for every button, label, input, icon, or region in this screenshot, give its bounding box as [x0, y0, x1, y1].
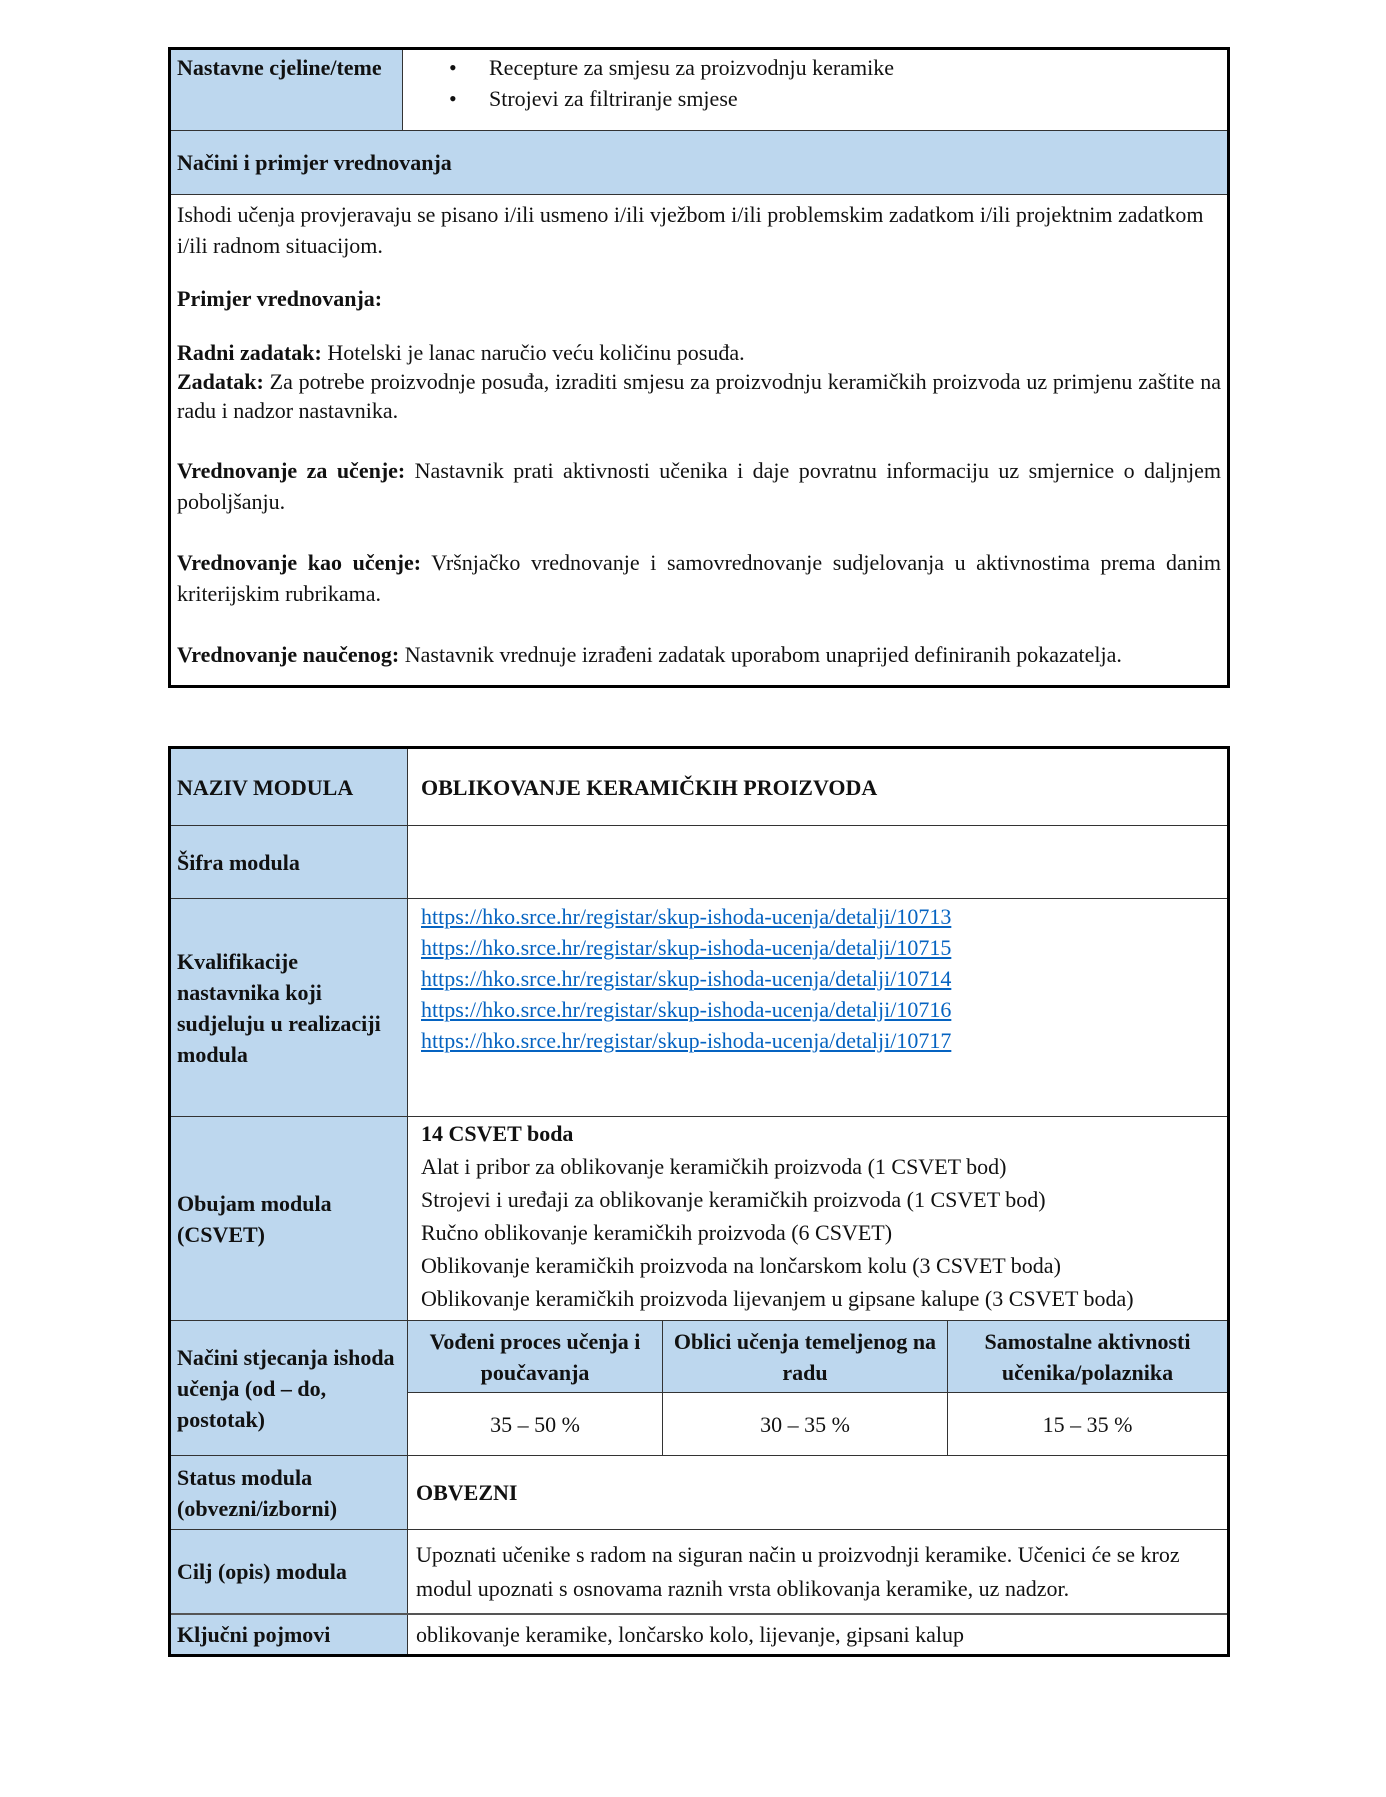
- topic-item: • Strojevi za filtriranje smjese: [489, 83, 894, 114]
- methods-grid: [408, 1321, 1227, 1455]
- goal-label: Cilj (opis) modula: [171, 1530, 408, 1613]
- keywords-value: oblikovanje keramike, lončarsko kolo, lijevanje, gipsani kalup: [416, 1622, 965, 1647]
- status-value: OBVEZNI: [416, 1480, 518, 1505]
- methods-value: 30 – 35 %: [663, 1393, 948, 1455]
- qualifications-row: [171, 898, 1227, 1116]
- of-learning-text: Nastavnik vrednuje izrađeni zadatak uporabom unaprijed definiranih pokazatelja.: [399, 642, 1122, 667]
- volume-item: Oblikovanje keramičkih proizvoda na lončarskom kolu (3 CSVET boda): [421, 1253, 1061, 1278]
- for-learning-label: Vrednovanje za učenje:: [177, 458, 406, 483]
- assignment-label: Zadatak:: [177, 369, 264, 394]
- evaluation-table: [168, 47, 1230, 688]
- module-name-row: [171, 749, 1227, 825]
- volume-total: 14 CSVET boda: [421, 1121, 574, 1146]
- methods-header: Oblici učenja temeljenog na radu: [663, 1321, 948, 1392]
- example-title: Primjer vrednovanja:: [177, 286, 383, 311]
- evaluation-body-row: [171, 194, 1227, 685]
- evaluation-header: Načini i primjer vrednovanja: [177, 150, 452, 175]
- keywords-row: [171, 1613, 1227, 1654]
- goal-row: [171, 1529, 1227, 1613]
- of-learning-label: Vrednovanje naučenog:: [177, 642, 400, 667]
- keywords-label: Ključni pojmovi: [171, 1615, 408, 1654]
- volume-item: Oblikovanje keramičkih proizvoda lijevanjem u gipsane kalupe (3 CSVET boda): [421, 1286, 1134, 1311]
- evaluation-body: [171, 195, 1227, 685]
- task-paragraph: [177, 338, 1221, 425]
- module-code-value[interactable]: [408, 826, 1227, 898]
- qualifications-label: Kvalifikacije nastavnika koji sudjeluju u realizaciji modula: [171, 899, 408, 1116]
- qualification-link[interactable]: https://hko.srce.hr/registar/skup-ishoda-ucenja/detalji/10715: [421, 935, 952, 960]
- as-learning-paragraph: [177, 547, 1221, 609]
- for-learning-text: Nastavnik prati aktivnosti učenika i daje povratnu informaciju uz smjernice o daljnjem poboljšanju.: [177, 458, 1221, 514]
- methods-value: 15 – 35 %: [1042, 1411, 1133, 1437]
- topic-item: • Recepture za smjesu za proizvodnju keramike: [489, 52, 894, 83]
- as-learning-text: Vršnjačko vrednovanje i samovrednovanje sudjelovanja u aktivnostima prema danim kriterijskim rubrikama.: [177, 550, 1221, 606]
- volume-item: Strojevi i uređaji za oblikovanje keramičkih proizvoda (1 CSVET bod): [421, 1187, 1046, 1212]
- evaluation-header-row: [171, 130, 1227, 194]
- module-name-label: NAZIV MODULA: [171, 749, 408, 825]
- methods-row: [171, 1320, 1227, 1455]
- qualification-link[interactable]: https://hko.srce.hr/registar/skup-ishoda-ucenja/detalji/10713: [421, 904, 952, 929]
- as-learning-label: Vrednovanje kao učenje:: [177, 550, 422, 575]
- qualification-link[interactable]: https://hko.srce.hr/registar/skup-ishoda-ucenja/detalji/10716: [421, 997, 952, 1022]
- volume-cell: [408, 1117, 1227, 1320]
- qualifications-links: [408, 899, 1227, 1116]
- volume-item: Alat i pribor za oblikovanje keramičkih proizvoda (1 CSVET bod): [421, 1154, 1007, 1179]
- status-row: [171, 1455, 1227, 1529]
- qualification-link[interactable]: https://hko.srce.hr/registar/skup-ishoda-ucenja/detalji/10714: [421, 966, 952, 991]
- volume-item: Ručno oblikovanje keramičkih proizvoda (6 CSVET): [421, 1220, 893, 1245]
- methods-value-row: [408, 1393, 1227, 1455]
- module-table: [168, 746, 1230, 1657]
- methods-value: 35 – 50 %: [408, 1393, 663, 1455]
- goal-value: Upoznati učenike s radom na siguran način u proizvodnji keramike. Učenici će se kroz modul upoznati s osnovama raznih vrsta oblikovanja keramike, uz nadzor.: [416, 1541, 1180, 1601]
- volume-label: Obujam modula (CSVET): [171, 1117, 408, 1320]
- methods-label: Načini stjecanja ishoda učenja (od – do, postotak): [171, 1321, 408, 1455]
- volume-row: [171, 1116, 1227, 1320]
- methods-header: Vođeni proces učenja i poučavanja: [408, 1321, 663, 1392]
- module-code-label: Šifra modula: [171, 826, 408, 898]
- of-learning-paragraph: [177, 639, 1221, 670]
- status-label: Status modula (obvezni/izborni): [171, 1456, 408, 1529]
- qualification-link[interactable]: https://hko.srce.hr/registar/skup-ishoda-ucenja/detalji/10717: [421, 1028, 952, 1053]
- module-name-value: OBLIKOVANJE KERAMIČKIH PROIZVODA: [421, 774, 878, 800]
- task-text: Hotelski je lanac naručio veću količinu posuđa.: [321, 340, 745, 365]
- assignment-text: Za potrebe proizvodnje posuđa, izraditi smjesu za proizvodnju keramičkih proizvoda uz primjenu zaštite na radu i nadzor nastavnika.: [177, 369, 1221, 423]
- topics-cell: [403, 50, 1227, 130]
- methods-header: Samostalne aktivnosti učenika/polaznika: [984, 1328, 1191, 1385]
- topics-label: Nastavne cjeline/teme: [171, 50, 403, 130]
- for-learning-paragraph: [177, 455, 1221, 517]
- topics-row: [171, 50, 1227, 130]
- module-code-row: [171, 825, 1227, 898]
- methods-header-row: [408, 1321, 1227, 1393]
- topics-list: [411, 52, 894, 114]
- evaluation-intro: Ishodi učenja provjeravaju se pisano i/ili usmeno i/ili vježbom i/ili problemskim zadatkom i/ili projektnim zadatkom i/ili radnom situacijom.: [177, 202, 1204, 258]
- task-label: Radni zadatak:: [177, 340, 322, 365]
